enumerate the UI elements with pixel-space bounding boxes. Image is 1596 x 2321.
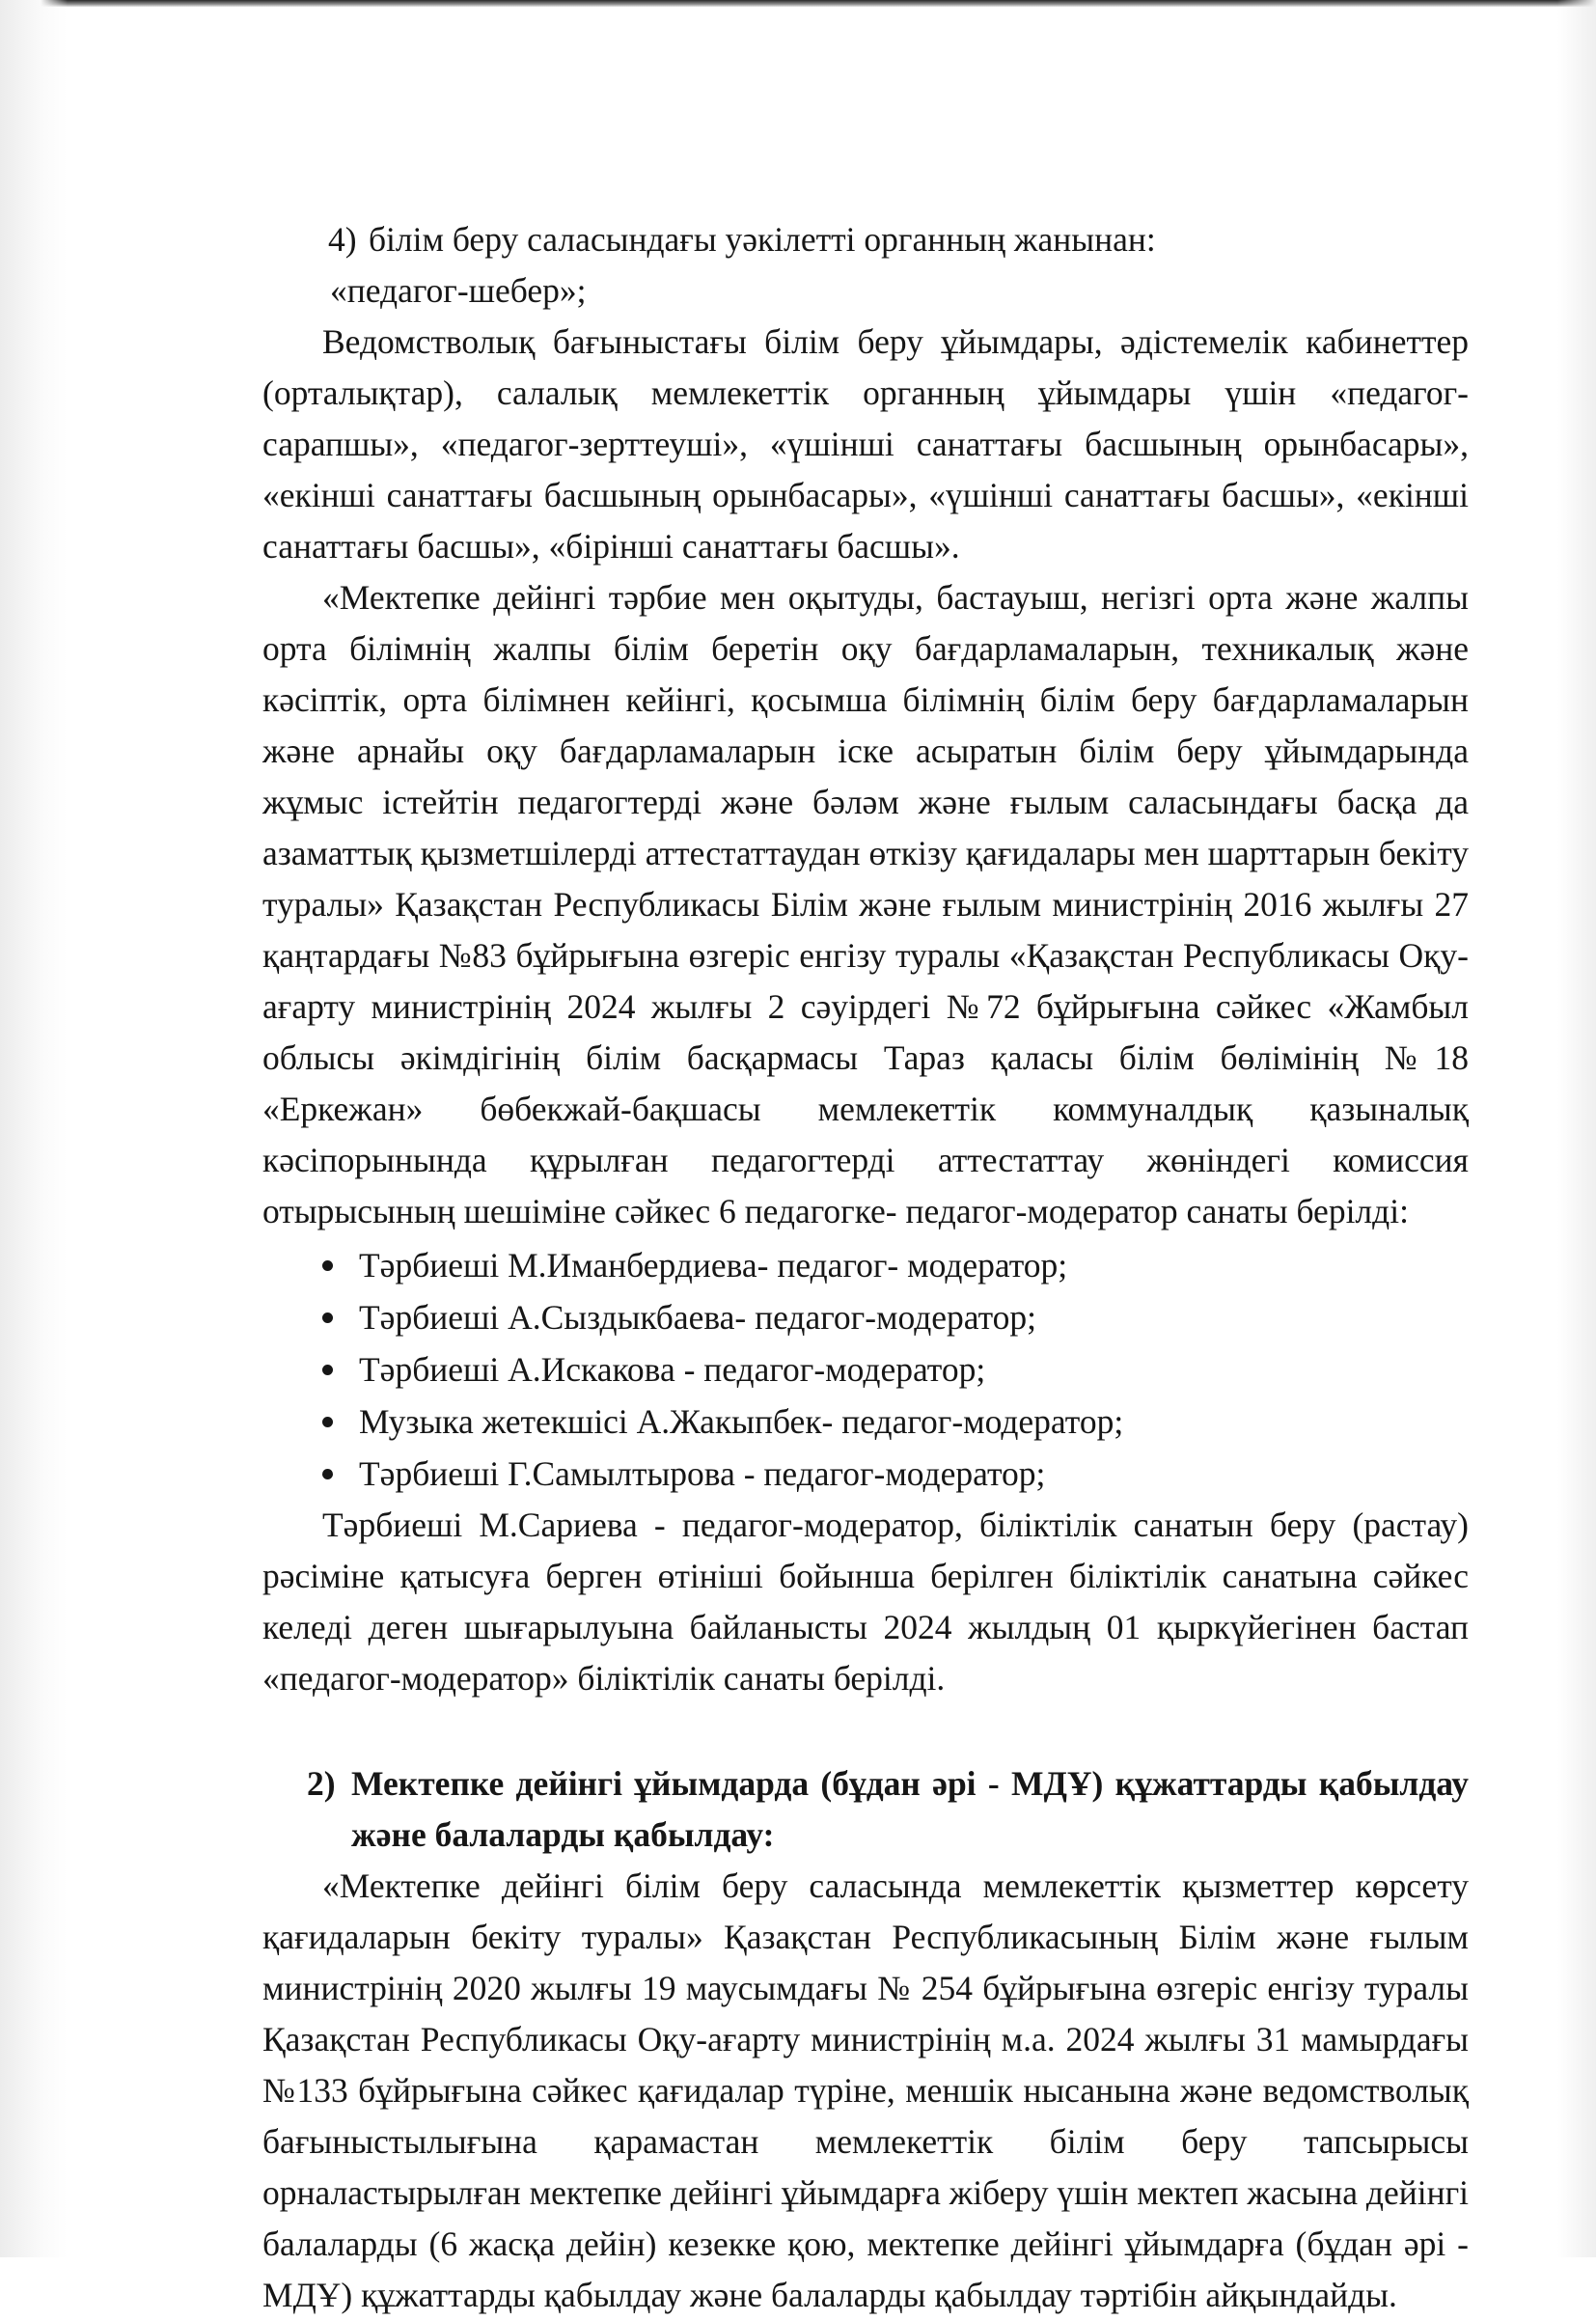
bullet-icon [322,1417,333,1427]
teacher-list [262,1239,1469,1500]
bullet-icon [322,1365,333,1375]
document-page [262,214,1469,2321]
bullet-icon [322,1312,333,1323]
list-item-text: Тәрбиеші Г.Самылтырова - педагог-модератор; [359,1454,1046,1493]
list-item [262,1239,1469,1291]
item-4-quote: «педагог-шебер»; [330,271,587,310]
section-2-heading [262,1758,1469,1861]
list-item-text: Тәрбиеші М.Иманбердиева- педагог- модератор; [359,1246,1068,1285]
bullet-icon [322,1260,333,1271]
list-item-text: Музыка жетекшісі А.Жакыпбек- педагог-модератор; [359,1402,1124,1441]
item-4-number: 4) [328,220,357,259]
section-2-number: 2) [307,1764,336,1803]
list-item [262,1395,1469,1448]
item-4-text: білім беру саласындағы уәкілетті органның жанынан: [369,220,1156,259]
paragraph-sarieva: Тәрбиеші М.Сариева - педагог-модератор, біліктілік санатын беру (растау) рәсіміне қатысуға берген өтініші бойынша берілген біліктілік санатына сәйкес келеді деген шығарылуына байланысты 2024 жылдың 01 қыркүйегінен бастап «педагог-модератор» біліктілік санаты берілді. [262,1506,1469,1698]
list-item-text: Тәрбиеші А.Искакова - педагог-модератор; [359,1350,986,1389]
list-item-text: Тәрбиеші А.Сыздыкбаева- педагог-модератор; [359,1298,1037,1337]
scan-left-shadow [0,0,68,2257]
list-item [262,1291,1469,1343]
list-item [262,1343,1469,1395]
paragraph-attestation: «Мектепке дейінгі тәрбие мен оқытуды, бастауыш, негізгі орта және жалпы орта білімнің жалпы білім беретін оқу бағдарламаларын, техникалық және кәсіптік, орта білімнен кейінгі, қосымша білімнің білім беру бағдарламаларын және арнайы оқу бағдарламаларын іске асыратын білім беру ұйымдарында жұмыс істейтін педагогтерді және бәлəм жəне ғылым саласындағы басқа да азаматтық қызметшілерді аттестаттаудан өткізу қағидалары мен шарттарын бекіту туралы» Қазақстан Республикасы Білім және ғылым министрінің 2016 жылғы 27 қаңтардағы №83 бұйрығына өзгеріс енгізу туралы «Қазақстан Республикасы Оқу-ағарту министрінің 2024 жылғы 2 сәуірдегі №72 бұйрығына сәйкес «Жамбыл облысы әкімдігінің білім басқармасы Тараз қаласы білім бөлімінің №18 «Еркежан» бөбекжай-бақшасы мемлекеттік коммуналдық қазыналық кәсіпорынында құрылған педагогтерді аттестаттау жөніндегі комиссия отырысының шешіміне сәйкес 6 педагогке- педагог-модератор санаты берілді: [262,578,1469,1230]
list-item [262,1448,1469,1500]
bullet-icon [322,1469,333,1479]
item-4 [262,214,1469,265]
scan-right-shadow [1557,0,1596,2257]
paragraph-section-2: «Мектепке дейінгі білім беру саласында мемлекеттік қызметтер көрсету қағидаларын бекіту туралы» Қазақстан Республикасының Білім және ғылым министрінің 2020 жылғы 19 маусымдағы № 254 бұйрығына өзгеріс енгізу туралы Қазақстан Республикасы Оқу-ағарту министрінің м.а. 2024 жылғы 31 мамырдағы №133 бұйрығына сәйкес қағидалар түріне, меншік нысанына және ведомстволық бағыныстылығына қарамастан мемлекеттік білім беру тапсырысы орналастырылған мектепке дейінгі ұйымдарға жіберу үшін мектеп жасына дейінгі балаларды (6 жасқа дейін) кезекке қою, мектепке дейінгі ұйымдарға (бұдан әрі - МДҰ) құжаттарды қабылдау және балаларды қабылдау тәртібін айқындайды. [262,1866,1469,2314]
scan-top-edge [0,0,1596,7]
section-2-title: Мектепке дейінгі ұйымдарда (бұдан әрі - МДҰ) құжаттарды қабылдау және балаларды қабылдау: [351,1764,1469,1854]
paragraph-departmental: Ведомстволық бағыныстағы білім беру ұйымдары, әдістемелік кабинеттер (орталықтар), салалық мемлекеттік органның ұйымдары үшін «педагог-сарапшы», «педагог-зерттеуші», «үшінші санаттағы басшының орынбасары», «екінші санаттағы басшының орынбасары», «үшінші санаттағы басшы», «екінші санаттағы басшы», «бірінші санаттағы басшы». [262,322,1469,566]
